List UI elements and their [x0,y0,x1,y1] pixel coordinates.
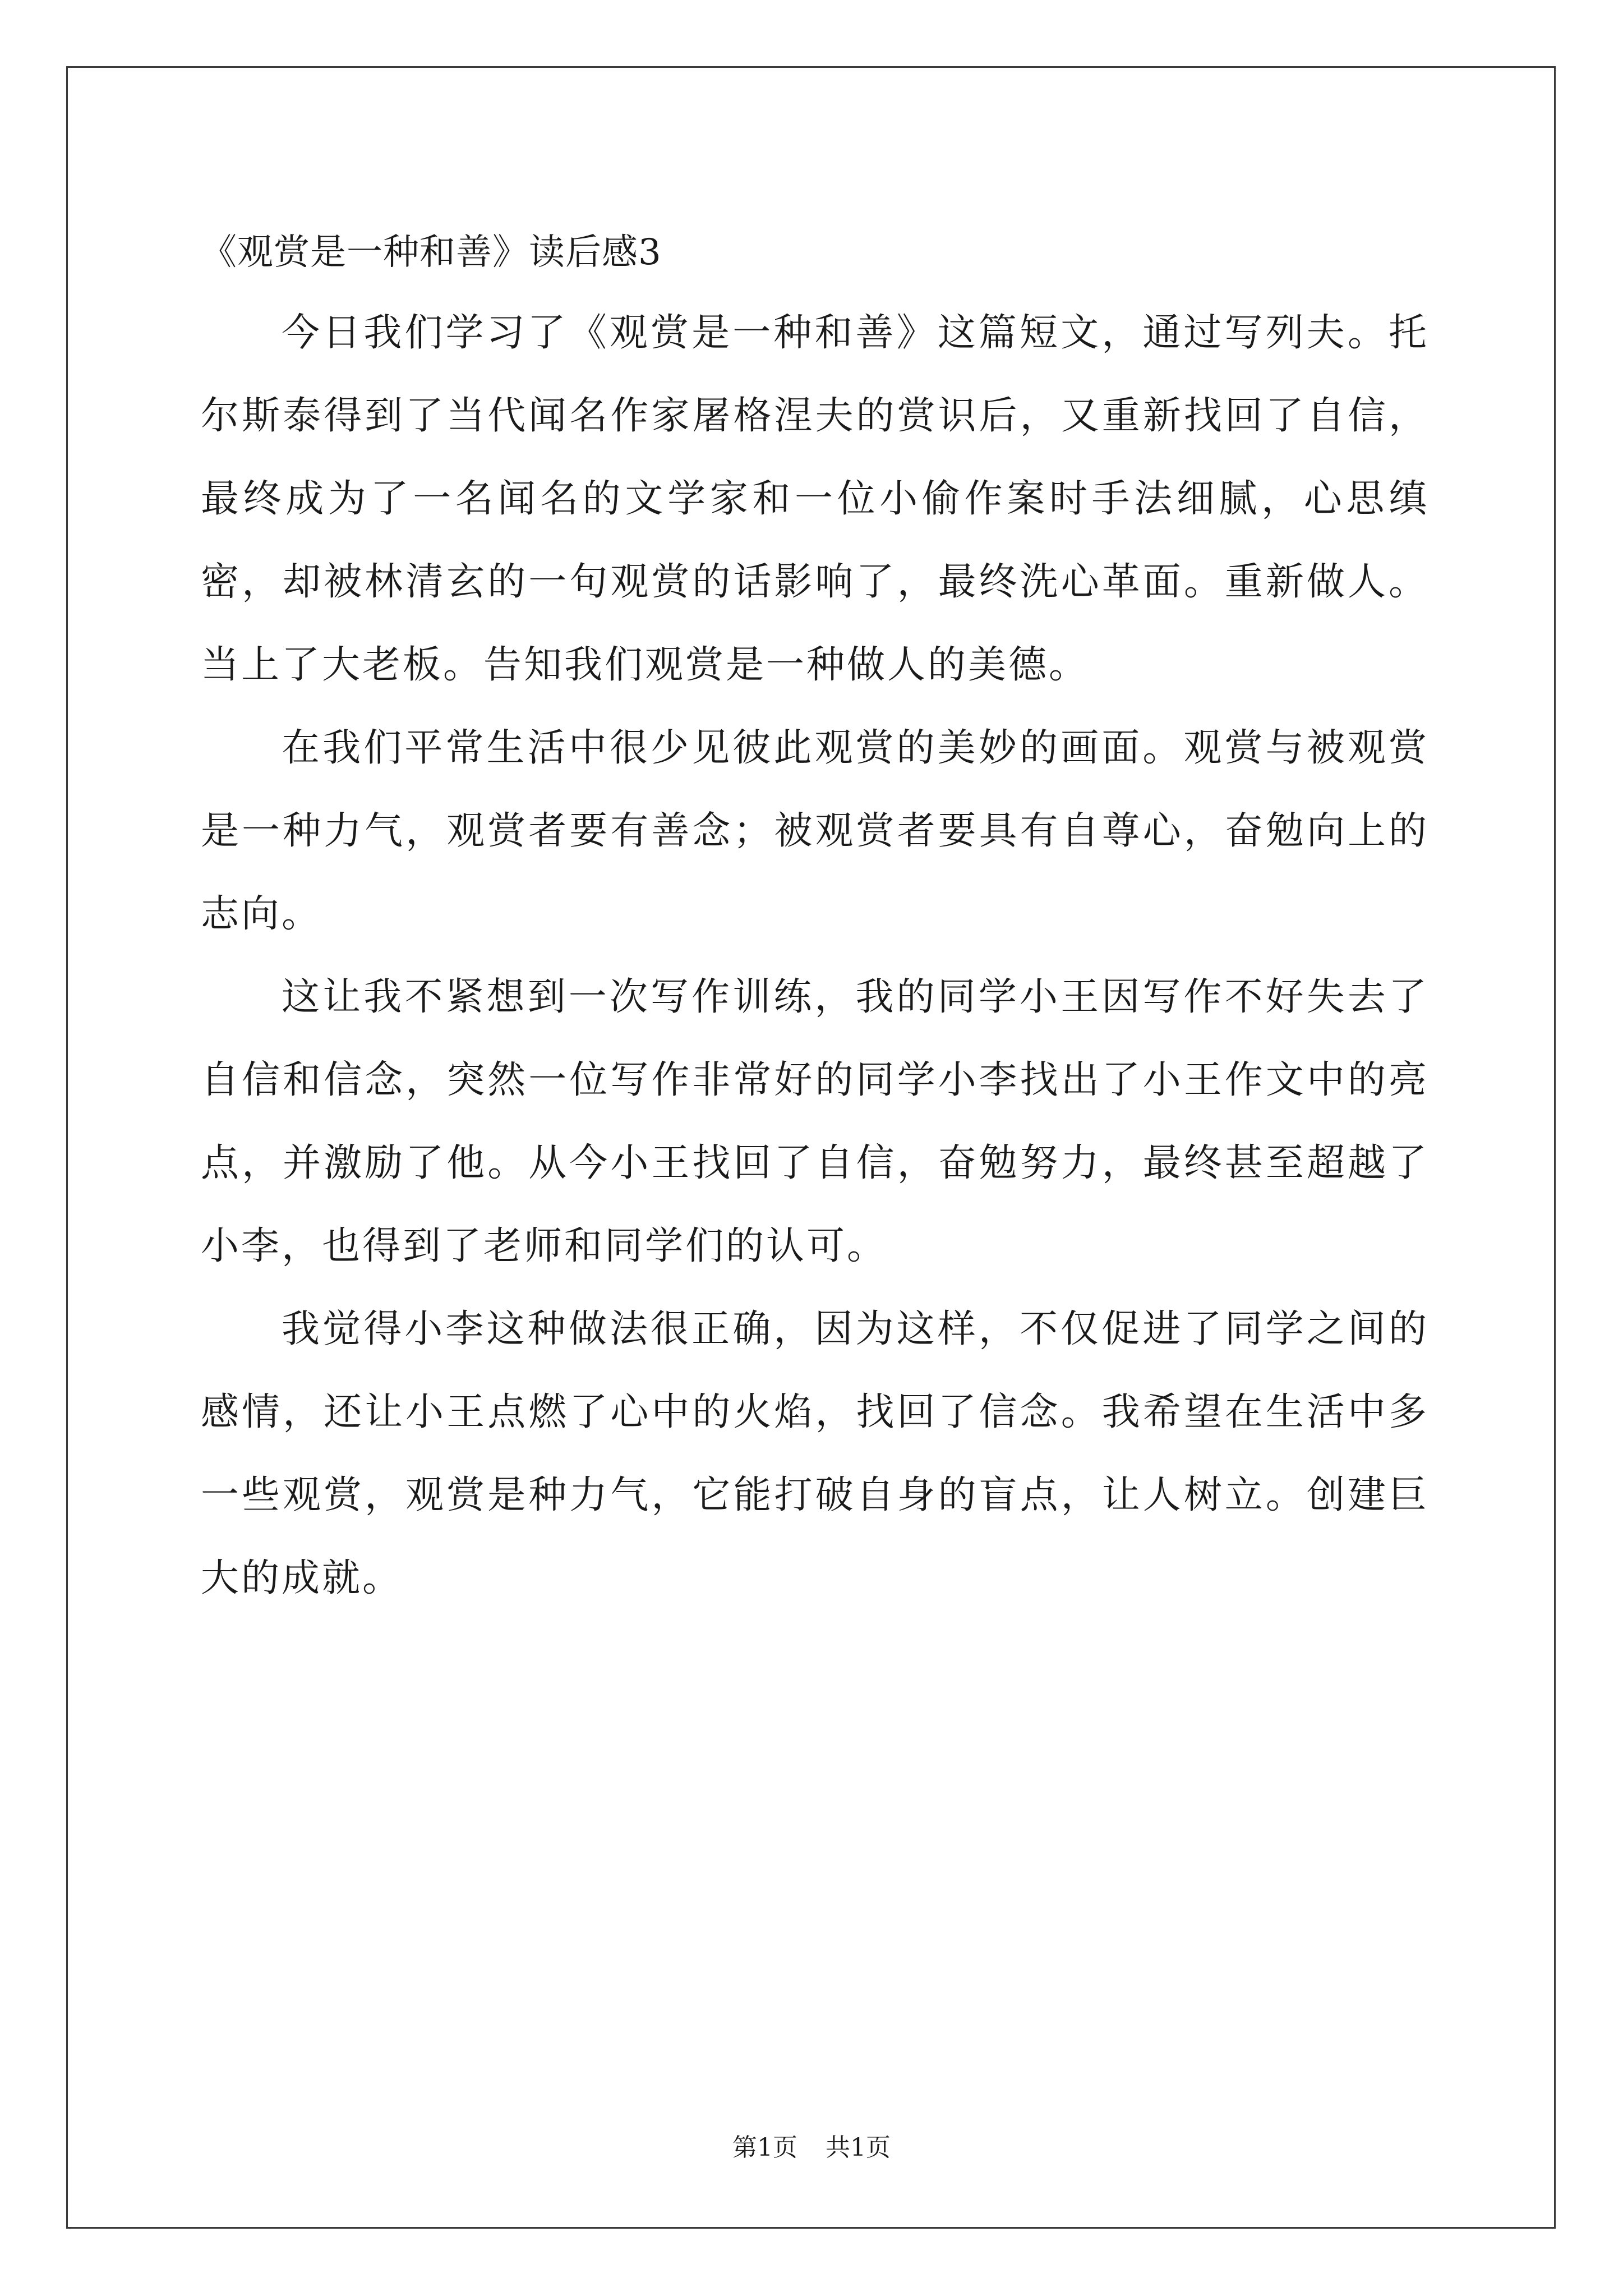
paragraph: 这让我不紧想到一次写作训练，我的同学小王因写作不好失去了自信和信念，突然一位写作非常好的同学小李找出了小王作文中的亮点，并激励了他。从今小王找回了自信，奋勉努力，最终甚至超越了小李，也得到了老师和同学们的认可。 [201,975,1429,1268]
document-body [201,213,1429,1620]
paragraph: 我觉得小李这种做法很正确，因为这样，不仅促进了同学之间的感情，还让小王点燃了心中的火焰，找回了信念。我希望在生活中多一些观赏，观赏是种力气，它能打破自身的盲点，让人树立。创建巨大的成就。 [201,1307,1429,1600]
page-number: 第1页 [732,2133,797,2162]
page-footer [0,2127,1623,2163]
document-title: 《观赏是一种和善》读后感3 [201,232,662,273]
total-pages: 共1页 [826,2133,891,2162]
paragraph: 在我们平常生活中很少见彼此观赏的美妙的画面。观赏与被观赏是一种力气，观赏者要有善念；被观赏者要具有自尊心，奋勉向上的志向。 [201,726,1429,936]
paragraph: 今日我们学习了《观赏是一种和善》这篇短文，通过写列夫。托尔斯泰得到了当代闻名作家屠格涅夫的赏识后，又重新找回了自信，最终成为了一名闻名的文学家和一位小偷作案时手法细腻，心思缜密，却被林清玄的一句观赏的话影响了，最终洗心革面。重新做人。当上了大老板。告知我们观赏是一种做人的美德。 [201,311,1429,687]
